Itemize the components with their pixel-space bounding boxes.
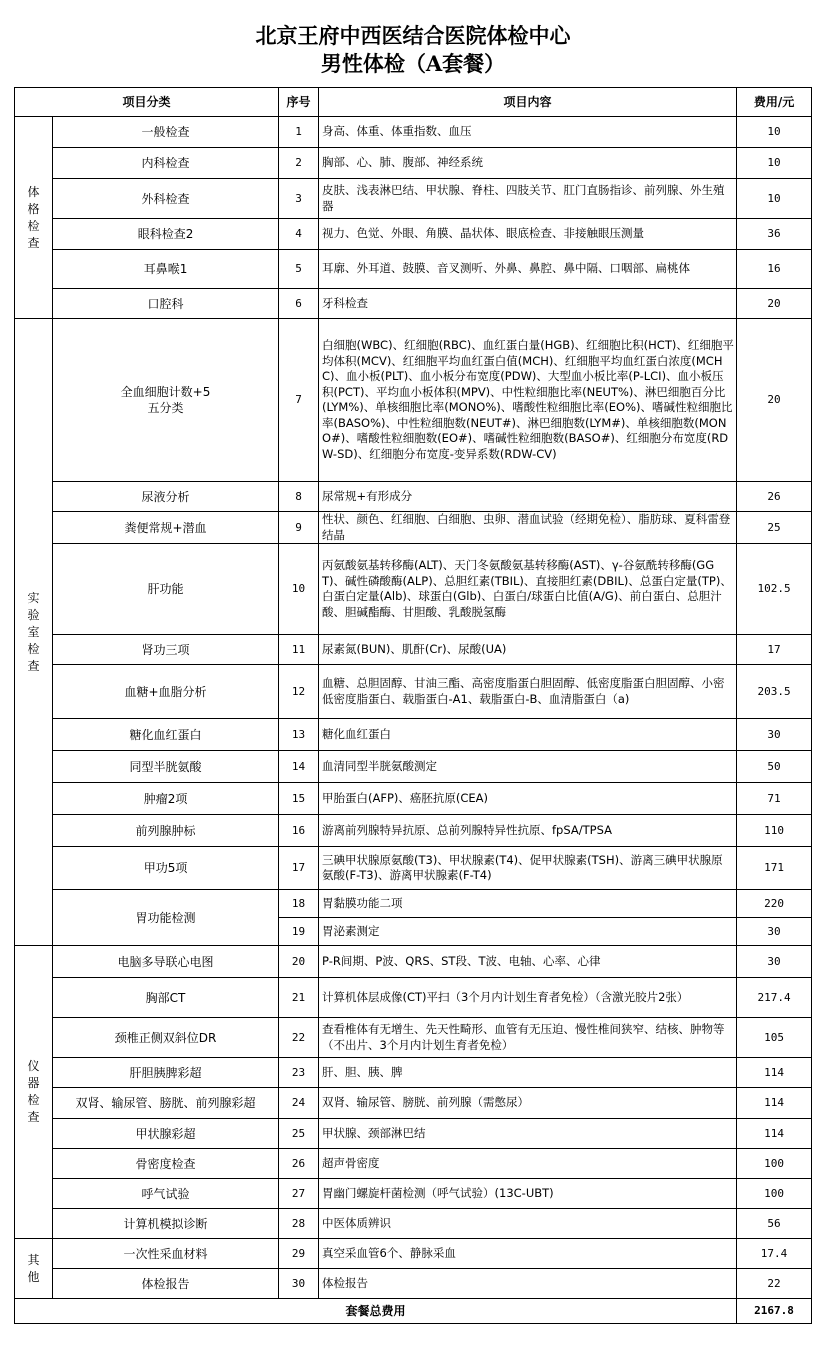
table-row: [15, 1088, 812, 1119]
hospital-title: 北京王府中西医结合医院体检中心: [255, 23, 571, 48]
item-content: 中医体质辨识: [319, 1209, 737, 1239]
item-fee: 217.4: [737, 978, 812, 1018]
item-content: 身高、体重、体重指数、血压: [319, 117, 737, 148]
item-seq: 4: [279, 219, 319, 250]
category-char: 其: [27, 1252, 40, 1267]
item-seq: 13: [279, 719, 319, 751]
table-row: [15, 665, 812, 719]
item-content: 胃黏膜功能二项: [319, 890, 737, 918]
item-fee: 26: [737, 482, 812, 512]
item-seq: 2: [279, 148, 319, 179]
item-content: 游离前列腺特异抗原、总前列腺特异性抗原、fpSA/TPSA: [319, 815, 737, 847]
category-char: 检: [27, 1093, 40, 1107]
item-seq: 14: [279, 751, 319, 783]
item-content: 真空采血管6个、静脉采血: [319, 1239, 737, 1269]
category-char: 格: [27, 201, 40, 216]
item-fee: 22: [737, 1269, 812, 1299]
item-seq: 15: [279, 783, 319, 815]
item-name: 耳鼻喉1: [53, 250, 279, 289]
category-char: 查: [27, 1110, 40, 1124]
item-seq: 23: [279, 1058, 319, 1088]
item-name: 同型半胱氨酸: [53, 751, 279, 783]
item-name: 尿液分析: [53, 482, 279, 512]
item-name: 呼气试验: [53, 1179, 279, 1209]
item-seq: 7: [279, 319, 319, 482]
total-label: 套餐总费用: [15, 1299, 737, 1324]
item-seq: 1: [279, 117, 319, 148]
item-content: 视力、色觉、外眼、角膜、晶状体、眼底检查、非接触眼压测量: [319, 219, 737, 250]
item-seq: 10: [279, 544, 319, 635]
item-seq: 26: [279, 1149, 319, 1179]
item-content: 丙氨酸氨基转移酶(ALT)、天门冬氨酸氨基转移酶(AST)、γ-谷氨酰转移酶(GGT)、碱性磷酸酶(ALP)、总胆红素(TBIL)、直接胆红素(DBIL)、总蛋白定量(TP)、白蛋白定量(Alb)、球蛋白(Glb)、白蛋白/球蛋白比值(A/G)、前白蛋白、总胆汁酸、胆碱酯酶、甘胆酸、乳酸脱氢酶: [319, 544, 737, 635]
item-name: 一般检查: [53, 117, 279, 148]
item-name: 糖化血红蛋白: [53, 719, 279, 751]
table-row: [15, 751, 812, 783]
item-seq: 24: [279, 1088, 319, 1119]
item-content: 血清同型半胱氨酸测定: [319, 751, 737, 783]
item-seq: 20: [279, 946, 319, 978]
table-row: [15, 319, 812, 482]
item-seq: 5: [279, 250, 319, 289]
table-row: [15, 219, 812, 250]
table-row: [15, 1149, 812, 1179]
item-content: 皮肤、浅表淋巴结、甲状腺、脊柱、四肢关节、肛门直肠指诊、前列腺、外生殖器: [319, 179, 737, 219]
item-seq: 21: [279, 978, 319, 1018]
item-fee: 10: [737, 179, 812, 219]
item-content: 尿素氮(BUN)、肌酐(Cr)、尿酸(UA): [319, 635, 737, 665]
item-fee: 17.4: [737, 1239, 812, 1269]
table-row: [15, 1058, 812, 1088]
item-seq: 30: [279, 1269, 319, 1299]
item-fee: 105: [737, 1018, 812, 1058]
item-content: 甲胎蛋白(AFP)、癌胚抗原(CEA): [319, 783, 737, 815]
item-fee: 56: [737, 1209, 812, 1239]
item-fee: 71: [737, 783, 812, 815]
item-name: 粪便常规+潜血: [53, 512, 279, 544]
item-fee: 25: [737, 512, 812, 544]
item-content: 尿常规+有形成分: [319, 482, 737, 512]
item-fee: 16: [737, 250, 812, 289]
item-seq: 19: [279, 918, 319, 946]
table-header-row: [15, 88, 812, 117]
item-content: 肝、胆、胰、脾: [319, 1058, 737, 1088]
item-name: 一次性采血材料: [53, 1239, 279, 1269]
item-content: 超声骨密度: [319, 1149, 737, 1179]
item-fee: 100: [737, 1149, 812, 1179]
item-fee: 30: [737, 918, 812, 946]
item-name: 外科检查: [53, 179, 279, 219]
item-fee: 100: [737, 1179, 812, 1209]
item-name: 口腔科: [53, 289, 279, 319]
category-char: 室: [27, 624, 40, 639]
table-row: [15, 1018, 812, 1058]
item-content: 双肾、输尿管、膀胱、前列腺（需憋尿）: [319, 1088, 737, 1119]
item-content: 血糖、总胆固醇、甘油三酯、高密度脂蛋白胆固醇、低密度脂蛋白胆固醇、小密低密度脂蛋白、载脂蛋白-A1、载脂蛋白-B、血清脂蛋白（a): [319, 665, 737, 719]
category-char: 他: [27, 1269, 40, 1284]
item-fee: 50: [737, 751, 812, 783]
item-name: 内科检查: [53, 148, 279, 179]
item-fee: 110: [737, 815, 812, 847]
item-seq: 12: [279, 665, 319, 719]
item-fee: 10: [737, 148, 812, 179]
table-row: [15, 890, 812, 918]
item-name: 颈椎正侧双斜位DR: [53, 1018, 279, 1058]
item-content: P-R间期、P波、QRS、ST段、T波、电轴、心率、心律: [319, 946, 737, 978]
exam-package-table: [14, 87, 812, 1324]
item-seq: 25: [279, 1119, 319, 1149]
item-content: 三碘甲状腺原氨酸(T3)、甲状腺素(T4)、促甲状腺素(TSH)、游离三碘甲状腺原氨酸(F-T3)、游离甲状腺素(F-T4): [319, 847, 737, 890]
item-seq: 9: [279, 512, 319, 544]
item-content: 查看椎体有无增生、先天性畸形、血管有无压迫、慢性椎间狭窄、结核、肿物等（不出片、3个月内计划生育者免检）: [319, 1018, 737, 1058]
item-content: 计算机体层成像(CT)平扫（3个月内计划生育者免检）（含激光胶片2张）: [319, 978, 737, 1018]
category-char: 查: [27, 658, 40, 673]
header-category: 项目分类: [15, 88, 279, 117]
item-content: 牙科检查: [319, 289, 737, 319]
table-row: [15, 815, 812, 847]
item-seq: 28: [279, 1209, 319, 1239]
category-group-1: [15, 319, 53, 946]
item-content: 甲状腺、颈部淋巴结: [319, 1119, 737, 1149]
category-group-0: [15, 117, 53, 319]
item-content: 胃泌素测定: [319, 918, 737, 946]
item-fee: 36: [737, 219, 812, 250]
item-content: 体检报告: [319, 1269, 737, 1299]
item-seq: 22: [279, 1018, 319, 1058]
table-row: [15, 148, 812, 179]
item-name: 肝功能: [53, 544, 279, 635]
item-name: 骨密度检查: [53, 1149, 279, 1179]
item-fee: 30: [737, 946, 812, 978]
table-row: [15, 719, 812, 751]
item-fee: 203.5: [737, 665, 812, 719]
table-row: [15, 512, 812, 544]
table-row: [15, 1269, 812, 1299]
item-name: 电脑多导联心电图: [53, 946, 279, 978]
category-char: 检: [27, 218, 40, 233]
item-name: 双肾、输尿管、膀胱、前列腺彩超: [53, 1088, 279, 1119]
table-row: [15, 946, 812, 978]
item-content: 白细胞(WBC)、红细胞(RBC)、血红蛋白量(HGB)、红细胞比积(HCT)、红细胞平均体积(MCV)、红细胞平均血红蛋白值(MCH)、红细胞平均血红蛋白浓度(MCHC)、血小板(PLT)、血小板分布宽度(PDW)、大型血小板比率(P-LCI)、血小板压积(PCT)、平均血小板体积(MPV)、中性粒细胞比率(NEUT%)、淋巴细胞百分比(LYM%)、单核细胞比率(MONO%)、嗜酸性粒细胞比率(EO%)、嗜碱性粒细胞比率(BASO%)、中性粒细胞数(NEUT#)、淋巴细胞数(LYM#)、单核细胞数(MONO#)、嗜酸性粒细胞数(EO#)、嗜碱性粒细胞数(BASO#)、红细胞分布宽度(RDW-SD)、红细胞分布宽度-变异系数(RDW-CV): [319, 319, 737, 482]
item-name: 肾功三项: [53, 635, 279, 665]
table-row: [15, 1209, 812, 1239]
table-row: [15, 978, 812, 1018]
item-content: 胃幽门螺旋杆菌检测（呼气试验）(13C-UBT): [319, 1179, 737, 1209]
item-seq: 16: [279, 815, 319, 847]
item-fee: 17: [737, 635, 812, 665]
category-char: 器: [27, 1076, 40, 1090]
category-group-3: [15, 1239, 53, 1299]
item-fee: 114: [737, 1119, 812, 1149]
table-row: [15, 1239, 812, 1269]
item-fee: 10: [737, 117, 812, 148]
item-name: 血糖+血脂分析: [53, 665, 279, 719]
package-title: 男性体检（A套餐）: [320, 51, 506, 76]
category-char: 实: [27, 590, 40, 605]
table-row: [15, 289, 812, 319]
category-char: 仪: [27, 1059, 40, 1073]
table-row: [15, 635, 812, 665]
item-content: 糖化血红蛋白: [319, 719, 737, 751]
item-name: 甲状腺彩超: [53, 1119, 279, 1149]
item-name: 甲功5项: [53, 847, 279, 890]
item-seq: 3: [279, 179, 319, 219]
category-group-2: [15, 946, 53, 1239]
category-char: 检: [27, 641, 40, 656]
table-row: [15, 847, 812, 890]
item-content: 性状、颜色、红细胞、白细胞、虫卵、潜血试验（经期免检）、脂肪球、夏科雷登结晶: [319, 512, 737, 544]
item-name-line: 全血细胞计数+5: [120, 385, 211, 399]
table-row: [15, 179, 812, 219]
header-content: 项目内容: [319, 88, 737, 117]
item-name-line: 五分类: [147, 401, 184, 415]
item-name: 计算机模拟诊断: [53, 1209, 279, 1239]
item-name: 体检报告: [53, 1269, 279, 1299]
item-seq: 29: [279, 1239, 319, 1269]
item-seq: 6: [279, 289, 319, 319]
item-content: 胸部、心、肺、腹部、神经系统: [319, 148, 737, 179]
item-fee: 220: [737, 890, 812, 918]
item-name: 眼科检查2: [53, 219, 279, 250]
item-fee: 102.5: [737, 544, 812, 635]
item-fee: 114: [737, 1058, 812, 1088]
table-row: [15, 117, 812, 148]
item-fee: 20: [737, 289, 812, 319]
table-row: [15, 1119, 812, 1149]
header-seq: 序号: [279, 88, 319, 117]
table-row: [15, 250, 812, 289]
item-seq: 18: [279, 890, 319, 918]
total-row: [15, 1299, 812, 1324]
item-fee: 114: [737, 1088, 812, 1119]
item-content: 耳廓、外耳道、鼓膜、音叉测听、外鼻、鼻腔、鼻中隔、口咽部、扁桃体: [319, 250, 737, 289]
item-seq: 11: [279, 635, 319, 665]
table-row: [15, 482, 812, 512]
header-fee: 费用/元: [737, 88, 812, 117]
item-fee: 30: [737, 719, 812, 751]
item-seq: 27: [279, 1179, 319, 1209]
item-name: 肝胆胰脾彩超: [53, 1058, 279, 1088]
item-fee: 20: [737, 319, 812, 482]
table-row: [15, 783, 812, 815]
table-row: [15, 1179, 812, 1209]
item-name: 肿瘤2项: [53, 783, 279, 815]
item-seq: 8: [279, 482, 319, 512]
category-char: 查: [27, 235, 40, 250]
item-name: 前列腺肿标: [53, 815, 279, 847]
item-name: 胸部CT: [53, 978, 279, 1018]
item-seq: 17: [279, 847, 319, 890]
category-char: 体: [27, 184, 40, 199]
item-name: [53, 319, 279, 482]
item-name: 胃功能检测: [53, 890, 279, 946]
table-row: [15, 544, 812, 635]
item-fee: 171: [737, 847, 812, 890]
category-char: 验: [27, 607, 40, 622]
total-fee: 2167.8: [737, 1299, 812, 1324]
